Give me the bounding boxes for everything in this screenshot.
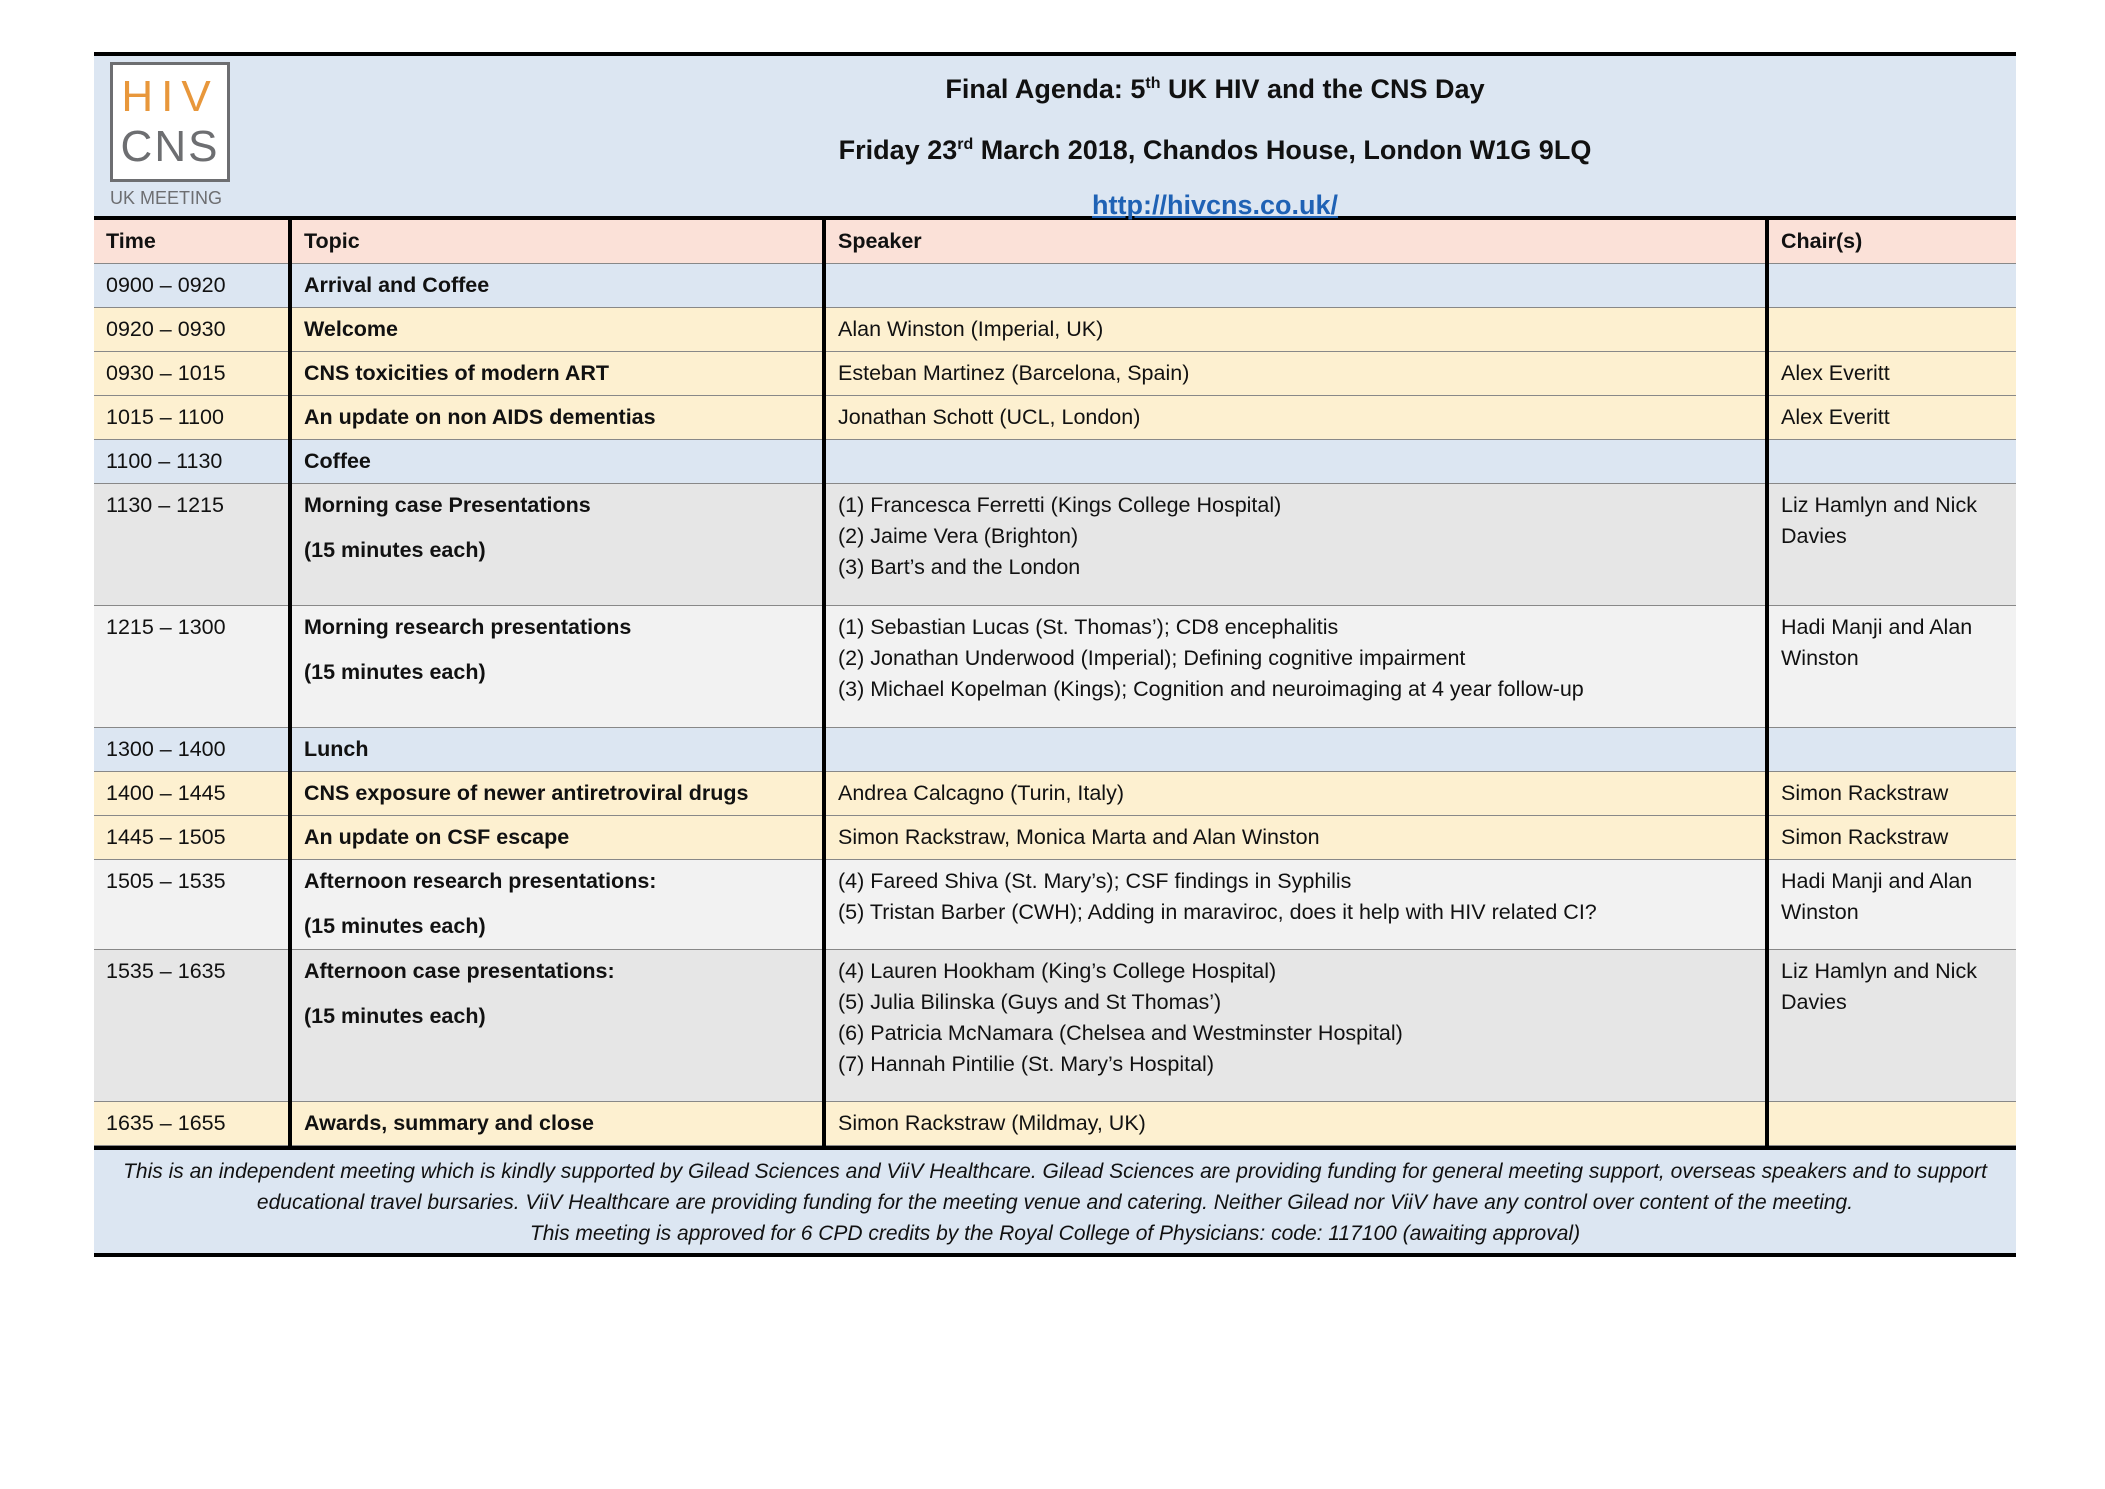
topic-note: (15 minutes each) <box>304 538 486 562</box>
speaker-cell <box>824 396 1767 440</box>
topic-title: CNS toxicities of modern ART <box>304 361 610 385</box>
hiv-cns-logo <box>110 62 236 210</box>
topic-cell <box>290 440 824 484</box>
topic-note: (15 minutes each) <box>304 1004 486 1028</box>
speaker-cell <box>824 440 1767 484</box>
table-row <box>94 860 2016 950</box>
speaker-cell <box>824 484 1767 606</box>
topic-cell <box>290 352 824 396</box>
chairs-cell: Hadi Manji and Alan Winston <box>1767 606 2016 728</box>
topic-cell <box>290 728 824 772</box>
column-header-time: Time <box>94 220 290 264</box>
topic-note: (15 minutes each) <box>304 660 486 684</box>
speaker-entry: Simon Rackstraw, Monica Marta and Alan Winston <box>838 825 1320 849</box>
column-header-chairs: Chair(s) <box>1767 220 2016 264</box>
speaker-entry: (5) Tristan Barber (CWH); Adding in maraviroc, does it help with HIV related CI? <box>838 900 1597 924</box>
topic-title: Morning research presentations <box>304 615 632 639</box>
chairs-cell <box>1767 440 2016 484</box>
topic-cell <box>290 308 824 352</box>
chairs-cell: Alex Everitt <box>1767 396 2016 440</box>
table-row <box>94 816 2016 860</box>
speaker-cell <box>824 728 1767 772</box>
time-cell: 1445 – 1505 <box>94 816 290 860</box>
chairs-cell: Simon Rackstraw <box>1767 816 2016 860</box>
speaker-entry: (3) Michael Kopelman (Kings); Cognition and neuroimaging at 4 year follow-up <box>838 677 1584 701</box>
speaker-entry: Esteban Martinez (Barcelona, Spain) <box>838 361 1190 385</box>
speaker-entry: (1) Sebastian Lucas (St. Thomas’); CD8 encephalitis <box>838 615 1339 639</box>
sponsorship-note: This is an independent meeting which is kindly supported by Gilead Sciences and ViiV Healthcare. Gilead Sciences are providing funding for general meeting support, overseas speakers and to support educational travel bursaries. ViiV Healthcare are providing funding for the meeting venue and catering. Neither Gilead nor ViiV have any control over content of the meeting. <box>123 1160 1987 1214</box>
speaker-entry: (1) Francesca Ferretti (Kings College Hospital) <box>838 493 1282 517</box>
table-row <box>94 264 2016 308</box>
speaker-entry: (3) Bart’s and the London <box>838 555 1081 579</box>
topic-title: Arrival and Coffee <box>304 273 490 297</box>
agenda-date-venue <box>414 117 2016 178</box>
time-cell: 0930 – 1015 <box>94 352 290 396</box>
table-row <box>94 484 2016 606</box>
table-row <box>94 1102 2016 1146</box>
agenda-sheet <box>94 52 2016 1257</box>
table-row <box>94 440 2016 484</box>
speaker-entry: (4) Fareed Shiva (St. Mary’s); CSF findings in Syphilis <box>838 869 1352 893</box>
speaker-cell <box>824 816 1767 860</box>
speaker-entry: (4) Lauren Hookham (King’s College Hospital) <box>838 959 1277 983</box>
table-row <box>94 728 2016 772</box>
agenda-table <box>94 220 2016 1146</box>
speaker-cell <box>824 860 1767 950</box>
topic-cell <box>290 1102 824 1146</box>
chairs-cell: Simon Rackstraw <box>1767 772 2016 816</box>
time-cell: 1300 – 1400 <box>94 728 290 772</box>
table-row <box>94 352 2016 396</box>
time-cell: 1505 – 1535 <box>94 860 290 950</box>
topic-title: Lunch <box>304 737 369 761</box>
topic-cell <box>290 772 824 816</box>
date-text: Friday 23 <box>838 135 958 165</box>
time-cell: 1015 – 1100 <box>94 396 290 440</box>
column-header-speaker: Speaker <box>824 220 1767 264</box>
speaker-entry: (7) Hannah Pintilie (St. Mary’s Hospital) <box>838 1052 1214 1076</box>
topic-cell <box>290 264 824 308</box>
speaker-entry: (2) Jonathan Underwood (Imperial); Defining cognitive impairment <box>838 646 1466 670</box>
topic-cell <box>290 396 824 440</box>
speaker-cell <box>824 950 1767 1102</box>
speaker-entry: (5) Julia Bilinska (Guys and St Thomas’) <box>838 990 1222 1014</box>
chairs-cell: Hadi Manji and Alan Winston <box>1767 860 2016 950</box>
speaker-cell <box>824 308 1767 352</box>
column-header-topic: Topic <box>290 220 824 264</box>
topic-title: Morning case Presentations <box>304 493 591 517</box>
time-cell: 1535 – 1635 <box>94 950 290 1102</box>
chairs-cell <box>1767 1102 2016 1146</box>
speaker-entry: Jonathan Schott (UCL, London) <box>838 405 1141 429</box>
topic-cell <box>290 860 824 950</box>
speaker-entry: Simon Rackstraw (Mildmay, UK) <box>838 1111 1146 1135</box>
chairs-cell <box>1767 264 2016 308</box>
topic-note: (15 minutes each) <box>304 914 486 938</box>
topic-title: Afternoon case presentations: <box>304 959 615 983</box>
topic-title: Afternoon research presentations: <box>304 869 657 893</box>
time-cell: 1130 – 1215 <box>94 484 290 606</box>
speaker-cell <box>824 264 1767 308</box>
table-row <box>94 606 2016 728</box>
agenda-header <box>94 52 2016 220</box>
topic-title: Welcome <box>304 317 398 341</box>
chairs-cell <box>1767 308 2016 352</box>
time-cell: 0900 – 0920 <box>94 264 290 308</box>
speaker-entry: Alan Winston (Imperial, UK) <box>838 317 1104 341</box>
topic-cell <box>290 950 824 1102</box>
date-superscript: rd <box>957 136 974 153</box>
topic-title: CNS exposure of newer antiretroviral drugs <box>304 781 749 805</box>
time-cell: 1215 – 1300 <box>94 606 290 728</box>
table-row <box>94 308 2016 352</box>
topic-title: An update on non AIDS dementias <box>304 405 656 429</box>
logo-box <box>110 62 230 182</box>
chairs-cell: Liz Hamlyn and Nick Davies <box>1767 950 2016 1102</box>
table-row <box>94 772 2016 816</box>
title-block <box>414 56 2016 233</box>
topic-title: An update on CSF escape <box>304 825 570 849</box>
chairs-cell: Alex Everitt <box>1767 352 2016 396</box>
chairs-cell <box>1767 728 2016 772</box>
speaker-cell <box>824 352 1767 396</box>
agenda-footer <box>94 1146 2016 1257</box>
speaker-entry: (6) Patricia McNamara (Chelsea and Westminster Hospital) <box>838 1021 1403 1045</box>
topic-cell <box>290 816 824 860</box>
logo-subtitle: UK MEETING <box>110 188 223 208</box>
table-row <box>94 950 2016 1102</box>
date-text-rest: March 2018, Chandos House, London W1G 9LQ <box>973 135 1592 165</box>
time-cell: 1400 – 1445 <box>94 772 290 816</box>
speaker-entry: (2) Jaime Vera (Brighton) <box>838 524 1079 548</box>
time-cell: 1635 – 1655 <box>94 1102 290 1146</box>
cpd-note: This meeting is approved for 6 CPD credits by the Royal College of Physicians: code: 117100 (awaiting approval) <box>529 1222 1581 1245</box>
agenda-title <box>414 56 2016 117</box>
website-link[interactable]: http://hivcns.co.uk/ <box>1091 190 1339 220</box>
topic-title: Awards, summary and close <box>304 1111 594 1135</box>
agenda-body <box>94 264 2016 1146</box>
chairs-cell: Liz Hamlyn and Nick Davies <box>1767 484 2016 606</box>
speaker-cell <box>824 1102 1767 1146</box>
topic-title: Coffee <box>304 449 371 473</box>
logo-cns-text: CNS <box>120 122 220 171</box>
time-cell: 0920 – 0930 <box>94 308 290 352</box>
title-superscript: th <box>1145 75 1161 92</box>
title-text: Final Agenda: 5 <box>945 74 1146 104</box>
logo-hiv-text: HIV <box>121 72 219 121</box>
table-row <box>94 396 2016 440</box>
topic-cell <box>290 606 824 728</box>
speaker-cell <box>824 772 1767 816</box>
title-text-rest: UK HIV and the CNS Day <box>1160 74 1485 104</box>
speaker-entry: Andrea Calcagno (Turin, Italy) <box>838 781 1124 805</box>
time-cell: 1100 – 1130 <box>94 440 290 484</box>
topic-cell <box>290 484 824 606</box>
speaker-cell <box>824 606 1767 728</box>
